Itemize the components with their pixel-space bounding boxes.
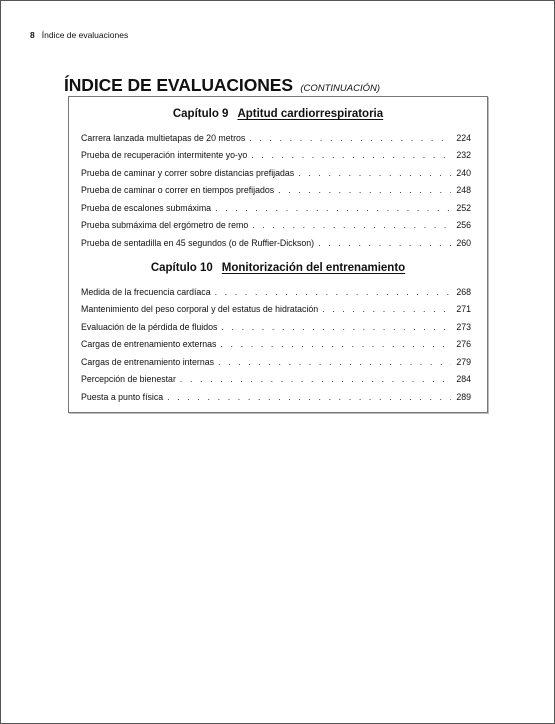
toc-entry[interactable] — [81, 231, 471, 249]
toc-entry[interactable] — [81, 315, 471, 333]
dot-leader — [215, 287, 451, 298]
dot-leader — [220, 339, 451, 350]
toc-entry[interactable] — [81, 144, 471, 162]
toc-entry[interactable] — [81, 385, 471, 403]
running-head — [30, 30, 128, 41]
entry-title: Cargas de entrenamiento externas — [81, 339, 217, 349]
toc-entry[interactable] — [81, 333, 471, 351]
toc-entry[interactable] — [81, 161, 471, 179]
dot-leader — [218, 357, 451, 368]
chapter-heading-10 — [69, 261, 487, 275]
entry-title: Prueba de recuperación intermitente yo-yo — [81, 150, 248, 160]
entry-title: Percepción de bienestar — [81, 374, 176, 384]
chapter-name: Aptitud cardiorrespiratoria — [237, 108, 384, 120]
entry-title: Carrera lanzada multietapas de 20 metros — [81, 132, 246, 143]
dot-leader — [322, 304, 451, 315]
entry-page: 224 — [456, 132, 471, 143]
entry-page: 284 — [456, 374, 471, 384]
entry-page: 260 — [456, 237, 471, 248]
chapter-number: Capítulo 9 — [172, 108, 229, 120]
dot-leader — [180, 374, 451, 385]
entry-page: 232 — [456, 150, 471, 160]
entry-title: Evaluación de la pérdida de fluidos — [81, 321, 218, 332]
entry-title: Cargas de entrenamiento internas — [81, 356, 215, 367]
section-title-main: ÍNDICE DE EVALUACIONES — [64, 75, 293, 95]
section-title-subtitle: (CONTINUACIÓN) — [300, 83, 381, 94]
entry-title: Prueba de caminar o correr en tiempos prefijados — [81, 185, 275, 195]
entry-page: 252 — [456, 202, 471, 213]
chapter-name: Monitorización del entrenamiento — [221, 262, 406, 274]
entry-page: 276 — [456, 339, 471, 349]
running-head-title: Índice de evaluaciones — [41, 30, 129, 40]
page-number: 8 — [30, 30, 35, 40]
entry-page: 279 — [456, 356, 471, 367]
toc-entry[interactable] — [81, 280, 471, 298]
dot-leader — [251, 150, 451, 161]
dot-leader — [249, 133, 451, 144]
entry-title: Prueba de sentadilla en 45 segundos (o de Ruffier-Dickson) — [81, 237, 315, 248]
chapter-10-entries — [81, 280, 471, 403]
toc-entry[interactable] — [81, 126, 471, 144]
entry-title: Puesta a punto física — [81, 391, 164, 402]
toc-entry[interactable] — [81, 350, 471, 368]
dot-leader — [298, 168, 451, 179]
entry-title: Mantenimiento del peso corporal y del estatus de hidratación — [81, 304, 319, 314]
entry-page: 289 — [456, 391, 471, 402]
entry-page: 248 — [456, 185, 471, 195]
dot-leader — [215, 203, 451, 214]
chapter-heading-9 — [69, 107, 487, 121]
toc-entry[interactable] — [81, 298, 471, 316]
entry-page: 273 — [456, 321, 471, 332]
contents-box — [68, 96, 488, 413]
chapter-9-entries — [81, 126, 471, 249]
entry-page: 256 — [456, 220, 471, 230]
toc-entry[interactable] — [81, 196, 471, 214]
toc-entry[interactable] — [81, 368, 471, 386]
dot-leader — [318, 238, 451, 249]
chapter-number: Capítulo 10 — [150, 262, 213, 274]
entry-title: Medida de la frecuencia cardíaca — [81, 286, 211, 297]
entry-title: Prueba submáxima del ergómetro de remo — [81, 220, 249, 230]
entry-page: 271 — [456, 304, 471, 314]
entry-title: Prueba de caminar y correr sobre distancias prefijadas — [81, 167, 295, 178]
entry-page: 240 — [456, 167, 471, 178]
dot-leader — [221, 322, 451, 333]
toc-entry[interactable] — [81, 214, 471, 232]
dot-leader — [167, 392, 451, 403]
dot-leader — [252, 220, 451, 231]
entry-page: 268 — [456, 286, 471, 297]
toc-entry[interactable] — [81, 179, 471, 197]
entry-title: Prueba de escalones submáxima — [81, 202, 212, 213]
dot-leader — [278, 185, 451, 196]
